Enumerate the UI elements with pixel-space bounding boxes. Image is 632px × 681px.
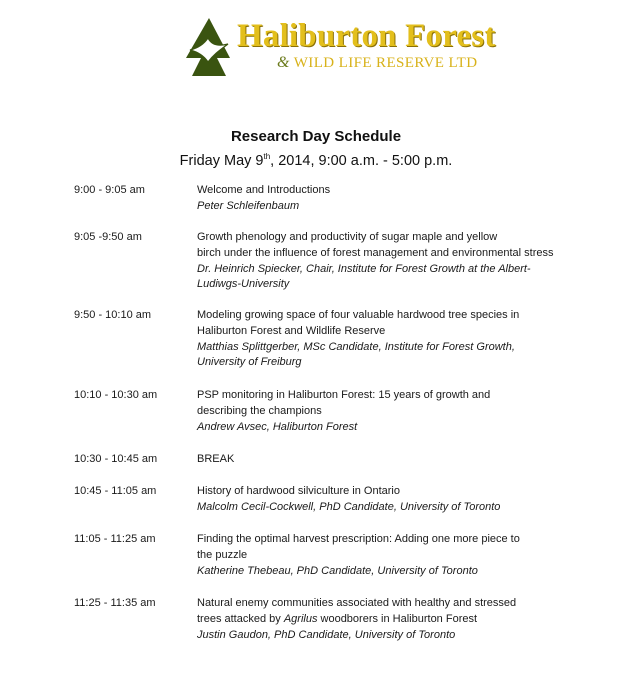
session-title: Natural enemy communities associated with healthy and stressed (197, 597, 517, 609)
session-speaker: Ludiwgs-University (197, 278, 290, 291)
event-date-prefix: Friday May 9 (179, 152, 264, 169)
session-title: describing the champions (197, 404, 322, 417)
session-speaker: University of Freiburg (197, 356, 302, 369)
session-title: Haliburton Forest and Wildlife Reserve (197, 324, 386, 337)
session-time: 9:05 -9:50 am (74, 231, 142, 243)
session-details (197, 183, 577, 215)
session-time: 9:50 - 10:10 am (74, 309, 152, 321)
logo (184, 14, 496, 80)
session-title: Modeling growing space of four valuable hardwood tree species in (197, 309, 520, 321)
session-speaker: Dr. Heinrich Spiecker, Chair, Institute for Forest Growth at the Albert- (197, 262, 531, 275)
logo-name: Haliburton Forest (237, 18, 496, 54)
session-details (197, 230, 577, 293)
session-details (197, 452, 577, 468)
session-title: PSP monitoring in Haliburton Forest: 15 years of growth and (197, 389, 491, 401)
session-details (197, 484, 577, 516)
event-date-rest: , 2014, 9:00 a.m. - 5:00 p.m. (270, 152, 453, 169)
session-speaker: Justin Gaudon, PhD Candidate, University of Toronto (197, 628, 456, 641)
page-title: Research Day Schedule (230, 128, 402, 145)
logo-subtitle-text: WILD LIFE RESERVE LTD (293, 55, 478, 71)
session-speaker: Peter Schleifenbaum (197, 199, 300, 212)
session-time: 10:45 - 11:05 am (74, 485, 157, 497)
session-details (197, 308, 577, 371)
session-title: Welcome and Introductions (197, 184, 331, 196)
session-speaker: Malcolm Cecil-Cockwell, PhD Candidate, University of Toronto (197, 500, 501, 513)
logo-subtitle (277, 54, 477, 72)
session-details (197, 596, 577, 643)
session-speaker: Andrew Avsec, Haliburton Forest (197, 420, 358, 433)
event-date (0, 148, 632, 170)
session-details (197, 532, 577, 579)
session-details (197, 388, 577, 435)
session-time: 11:05 - 11:25 am (74, 533, 156, 545)
tree-logo-icon (184, 14, 234, 80)
session-title: BREAK (197, 453, 235, 465)
session-title (197, 612, 577, 628)
session-title: birch under the influence of forest management and environmental stress (197, 246, 554, 259)
session-speaker: Matthias Splittgerber, MSc Candidate, Institute for Forest Growth, (197, 340, 515, 353)
session-time: 11:25 - 11:35 am (74, 597, 156, 609)
session-title: Finding the optimal harvest prescription: Adding one more piece to (197, 533, 520, 545)
session-time: 10:10 - 10:30 am (74, 389, 158, 401)
logo-ampersand: & (277, 54, 290, 71)
session-title-italic: Agrilus (283, 612, 318, 625)
session-title: Growth phenology and productivity of sugar maple and yellow (197, 231, 498, 243)
session-title: the puzzle (197, 548, 248, 561)
event-date-suffix: th (263, 152, 271, 161)
session-time: 9:00 - 9:05 am (74, 184, 145, 196)
session-speaker: Katherine Thebeau, PhD Candidate, University of Toronto (197, 564, 478, 577)
session-title-part: woodborers in Haliburton Forest (317, 612, 478, 625)
session-time: 10:30 - 10:45 am (74, 453, 158, 465)
session-title: History of hardwood silviculture in Ontario (197, 485, 400, 497)
session-title-part: trees attacked by (197, 612, 284, 625)
